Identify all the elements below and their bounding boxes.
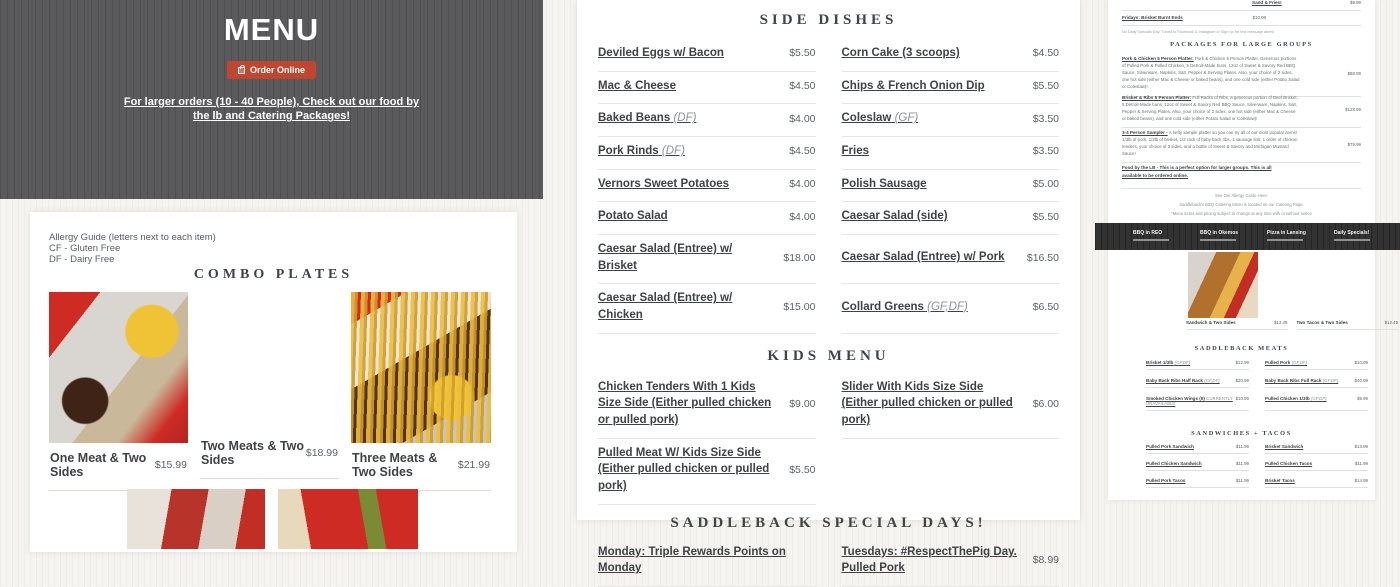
menu-item-link[interactable]: Collard Greens (GF,DF) xyxy=(841,300,968,313)
combo-photo-three-meats xyxy=(351,292,491,443)
order-online-label: Order Online xyxy=(249,65,305,75)
menu-item-price: $5.50 xyxy=(1032,210,1059,223)
menu-item-price: $5.50 xyxy=(789,463,816,476)
combo-name: Three Meats & Two Sides xyxy=(352,451,438,479)
mini-meats-row xyxy=(1146,360,1368,370)
mini-allergy-guide-link[interactable]: See Our Allergy Guide Here. xyxy=(1214,193,1269,198)
menu-row xyxy=(598,39,1059,72)
allergy-line-2: CF - Gluten Free xyxy=(49,243,121,254)
footer-sub-text xyxy=(1200,239,1236,241)
mini-item-link[interactable]: Fridays: Brisket Burnt Ends xyxy=(1122,15,1183,20)
mini-item-price: $12.49 xyxy=(1384,320,1398,325)
allergy-line-1: Allergy Guide (letters next to each item) xyxy=(49,232,216,243)
mini-item-price: $20.99 xyxy=(1235,378,1249,383)
mini-item-price: $40.99 xyxy=(1354,378,1368,383)
special-days-heading: SADDLEBACK SPECIAL DAYS! xyxy=(670,514,987,531)
menu-row xyxy=(598,72,1059,105)
menu-item-price: $4.00 xyxy=(789,178,816,191)
combo-name: Two Meats & Two Sides xyxy=(201,439,305,467)
menu-item-price: $4.50 xyxy=(789,80,816,92)
menu-item-price: $5.00 xyxy=(1032,178,1059,191)
menu-item-price: $5.50 xyxy=(1032,80,1059,92)
combo-item xyxy=(200,292,339,479)
menu-item-price: $15.00 xyxy=(783,301,816,314)
menu-item-price: $4.00 xyxy=(789,210,816,223)
menu-item-link[interactable]: Polish Sausage xyxy=(841,177,927,190)
mini-item-link[interactable]: Brisket Tacos xyxy=(1265,478,1295,483)
mini-sandwiches-row xyxy=(1146,461,1368,471)
mini-item-price: $11.99 xyxy=(1235,444,1249,449)
footer-link-bbq-reo[interactable]: BBQ in REO xyxy=(1133,230,1177,250)
menu-item-link[interactable]: Pulled Meat W/ Kids Size Side (Either pulled chicken or pulled pork) xyxy=(598,446,770,493)
mini-disclaimer: *Menu items and pricing subject to change at any time with or without notice xyxy=(1171,211,1312,216)
footer-sub-text xyxy=(1267,239,1303,241)
menu-row xyxy=(598,202,1059,235)
footer-link-pizza-lansing[interactable]: Pizza in Lansing xyxy=(1267,230,1311,250)
mini-item-price: $12.49 xyxy=(1274,320,1288,325)
mini-item-price: $10.99 xyxy=(1235,396,1249,401)
mini-item-desc: Full Racks of Ribs, a generous portion of Beef Brisket, 5 Detroit-Made buns, 12oz of Sweet & Savory Red BBQ Sauce, Silverware, Napkins, Salt, Pepper & Serving Plates. Also, your choice of 2 sides, one hot side (either Mac & Cheese or baked beans), and one cold side (either Potato Salad or Coleslaw)! xyxy=(1122,95,1298,122)
mini-item-price: $14.99 xyxy=(1354,478,1368,483)
mini-tail-item xyxy=(1122,0,1361,11)
footer-link-daily-specials[interactable]: Daily Specials! xyxy=(1334,230,1378,250)
diet-tag: (GF,DF) xyxy=(927,300,968,313)
mini-item-price: $11.99 xyxy=(1235,461,1249,466)
empty-cell xyxy=(842,439,1060,505)
mini-item-price: $11.99 xyxy=(1235,478,1249,483)
mini-meats-row xyxy=(1146,396,1368,411)
menu-row xyxy=(598,439,1059,505)
menu-sections-card xyxy=(577,0,1080,575)
mini-sandwiches-heading: SANDWICHES + TACOS xyxy=(1191,430,1292,437)
allergy-line-3: DF - Dairy Free xyxy=(49,254,115,265)
mini-sandwiches-row xyxy=(1146,478,1368,488)
combo-plates-row xyxy=(49,292,498,491)
menu-row xyxy=(598,170,1059,203)
footer-sub-text xyxy=(1133,239,1169,241)
mini-item-link[interactable]: Pulled Pork (GF,DF) xyxy=(1265,360,1308,365)
mini-package-item xyxy=(1122,94,1361,128)
mini-item-link[interactable]: Food by the LB - This is a perfect option for larger groups. This is all available to be ordered online. xyxy=(1122,165,1272,178)
menu-item-link[interactable]: Monday: Triple Rewards Points on Monday xyxy=(598,545,786,575)
mini-item-link[interactable]: Brisket 1/3lb (GF,DF) xyxy=(1146,360,1191,365)
mini-item-link[interactable]: Brisket & Ribs 5 Person Platter: xyxy=(1122,95,1192,100)
menu-item-price: $9.00 xyxy=(789,397,816,410)
combo-photo-two-meats xyxy=(200,292,339,431)
menu-row xyxy=(598,235,1059,284)
mini-item-link[interactable]: Pulled Chicken Tacos xyxy=(1265,461,1313,466)
menu-header xyxy=(0,0,543,199)
mini-item-link[interactable]: Baby Back Ribs Full Rack (GF,DF) xyxy=(1265,378,1339,383)
partial-photo-tacos xyxy=(278,489,418,549)
order-online-button[interactable] xyxy=(227,61,316,79)
mini-footer-bar xyxy=(1095,223,1400,250)
diet-tag: (DF) xyxy=(661,145,685,158)
mini-sandwiches-row xyxy=(1146,444,1368,454)
special-days-list xyxy=(577,538,1080,587)
partial-photo-sandwich xyxy=(127,489,265,549)
mini-item-link[interactable]: Brisket Sandwich xyxy=(1265,444,1304,449)
menu-row xyxy=(598,284,1059,333)
menu-item-link[interactable]: Potato Salad xyxy=(598,210,668,223)
menu-item-link[interactable]: Caesar Salad (Entree) w/ Brisket xyxy=(598,243,733,272)
mini-item-link[interactable]: Smoked Chicken Wings (6) CURRENTLY UNAVAILABLE xyxy=(1146,396,1233,406)
menu-item-link[interactable]: Tuesdays: #RespectThePig Day. Pulled Pork xyxy=(841,545,1017,575)
mini-fridays-item xyxy=(1122,15,1361,26)
mini-item-desc: A hefty sample platter so you can try all of our most popular items! 1/3lb of pork, 1/3lb of brisket, 1/2 rack of baby back ribs, 1 sausage link, 1 order of chicken tenders, your choice of 3 sides, and a bottle of Sweet & Savory and Michigan Mustard Sauce! xyxy=(1122,130,1298,157)
mini-item-name: Sandwich & Two Sides xyxy=(1186,320,1236,325)
allergy-guide xyxy=(49,232,498,265)
combo-plates-card xyxy=(30,212,517,552)
mini-meats-heading: SADDLEBACK MEATS xyxy=(1194,345,1289,352)
menu-item-price: $3.50 xyxy=(1032,145,1059,158)
side-dishes-heading: SIDE DISHES xyxy=(759,12,898,28)
mini-package-item xyxy=(1122,129,1361,163)
mini-item-link[interactable]: Sand & Fries! xyxy=(1252,0,1282,5)
menu-row xyxy=(598,373,1059,439)
mini-item-price: $11.99 xyxy=(1354,461,1368,466)
menu-item-link[interactable]: Pork Rinds (DF) xyxy=(598,145,685,158)
mini-item-link[interactable]: Pulled Pork Sandwich xyxy=(1146,444,1194,449)
menu-item-link[interactable]: Deviled Eggs w/ Bacon xyxy=(598,47,724,59)
menu-item-link[interactable]: Vernors Sweet Potatoes xyxy=(598,177,730,190)
mini-item-price: $128.99 xyxy=(1345,107,1361,113)
mini-item-link[interactable]: Pulled Chicken 1/3lb (GF,DF) xyxy=(1265,396,1327,401)
mini-item-link[interactable]: Pulled Chicken Sandwich xyxy=(1146,461,1202,466)
kids-menu-list xyxy=(577,373,1080,505)
menu-item-link[interactable]: Coleslaw (GF) xyxy=(841,112,919,125)
menu-item-link[interactable]: Fries xyxy=(841,145,869,158)
mini-meats-row xyxy=(1146,378,1368,388)
menu-item-link[interactable]: Corn Cake (3 scoops) xyxy=(841,47,960,59)
menu-row xyxy=(598,538,1059,587)
mini-item-price: $88.99 xyxy=(1347,71,1361,77)
mini-item-link[interactable]: Pulled Pork Tacos xyxy=(1146,478,1186,483)
catering-packages-link[interactable]: For larger orders (10 - 40 People), Check out our food by the lb and Catering Packages! xyxy=(123,96,420,123)
combo-item xyxy=(49,292,188,491)
mini-item-name: Two Tacos & Two Sides xyxy=(1296,320,1348,325)
mini-food-by-lb xyxy=(1122,164,1361,189)
diet-tag: (GF) xyxy=(894,112,919,125)
menu-item-price: $4.50 xyxy=(789,145,816,158)
menu-item-link[interactable]: Caesar Salad (Entree) w/ Chicken xyxy=(598,292,733,322)
menu-item-price: $6.50 xyxy=(1032,301,1059,314)
side-dishes-list xyxy=(577,39,1080,334)
menu-item-price: $4.00 xyxy=(789,112,816,125)
kids-menu-heading: KIDS MENU xyxy=(767,347,890,364)
mini-photo-sandwich xyxy=(1188,252,1258,318)
menu-item-link[interactable]: Mac & Cheese xyxy=(598,79,676,92)
menu-item-price: $6.00 xyxy=(1032,397,1059,410)
mini-item-price: $10.99 xyxy=(1252,15,1266,20)
combo-plates-heading: COMBO PLATES xyxy=(193,267,354,282)
combo-photo-one-meat xyxy=(49,292,188,443)
combo-price: $18.99 xyxy=(305,447,338,459)
menu-item-link[interactable]: Baked Beans (DF) xyxy=(598,112,697,125)
mini-item-price: $13.99 xyxy=(1354,444,1368,449)
combo-item xyxy=(351,292,491,491)
shopping-bag-icon xyxy=(238,67,245,74)
menu-item-link[interactable]: Caesar Salad (side) xyxy=(841,210,948,223)
combo-name: One Meat & Two Sides xyxy=(50,451,147,479)
mini-item-link[interactable]: Baby Back Ribs Half Rack (GF,DF) xyxy=(1146,378,1220,383)
footer-sub-text xyxy=(1334,239,1370,241)
footer-link-bbq-okemos[interactable]: BBQ in Okemos xyxy=(1200,230,1244,250)
mini-item-desc: Pork & Chicken 5 Person Platter. Generous portions of Pulled Pork & Pulled Chicken, 5 Detroit-Made buns, 12oz of Sweet & Savory Red BBQ Sauce, Silverware, Napkins, Salt, Pepper & Serving Plates. Also, your choice of 2 sides, one hot side (either Mac & Cheese or baked beans), and one cold side (either Potato Salad or Coleslaw)! xyxy=(1122,56,1300,90)
mini-item-price: $9.99 xyxy=(1350,0,1361,5)
page-title: MENU xyxy=(223,12,320,47)
mini-item-price: $9.99 xyxy=(1357,396,1368,401)
menu-item-link[interactable]: Chips & French Onion Dip xyxy=(841,79,985,92)
menu-preview-panel xyxy=(1095,0,1400,500)
mini-daily-specials-note: No Daily Specials Day. Tuned to Facebook & Instagram or Sign up for text message alerts! xyxy=(1122,30,1275,34)
menu-row xyxy=(598,104,1059,137)
menu-item-price: $16.50 xyxy=(1026,251,1059,264)
mini-item-price: $12.99 xyxy=(1235,360,1249,365)
mini-photo-labels xyxy=(1186,320,1398,330)
combo-price: $15.99 xyxy=(154,459,187,471)
diet-tag: (DF) xyxy=(673,112,697,125)
mini-item-link[interactable]: Pork & Chicken 5 Person Platter: xyxy=(1122,56,1194,61)
menu-item-price: $18.00 xyxy=(783,251,816,264)
mini-item-link[interactable]: 3-4 Person Sampler - xyxy=(1122,130,1168,135)
mini-packages-heading: PACKAGES FOR LARGE GROUPS xyxy=(1170,41,1313,48)
menu-item-price: $5.50 xyxy=(789,47,816,60)
mini-page-card xyxy=(1108,0,1398,500)
menu-item-link[interactable]: Slider With Kids Size Side (Either pulled chicken or pulled pork) xyxy=(841,380,1013,427)
mini-catering-page-link[interactable]: Saddleback's BBQ Catering Menu is located on our Catering Page. xyxy=(1179,202,1304,207)
menu-item-price: $8.99 xyxy=(1032,554,1059,567)
menu-item-price: $4.50 xyxy=(1032,47,1059,60)
menu-item-link[interactable]: Caesar Salad (Entree) w/ Pork xyxy=(841,251,1005,264)
mini-item-price: $10.99 xyxy=(1354,360,1368,365)
combo-price: $21.99 xyxy=(457,459,490,471)
mini-package-item xyxy=(1122,55,1361,97)
mini-photo-tacos xyxy=(1263,252,1333,318)
mini-item-price: $79.99 xyxy=(1347,142,1361,148)
menu-item-price: $3.50 xyxy=(1032,112,1059,125)
menu-row xyxy=(598,137,1059,170)
menu-item-link[interactable]: Chicken Tenders With 1 Kids Size Side (Either pulled chicken or pulled pork) xyxy=(598,380,772,427)
